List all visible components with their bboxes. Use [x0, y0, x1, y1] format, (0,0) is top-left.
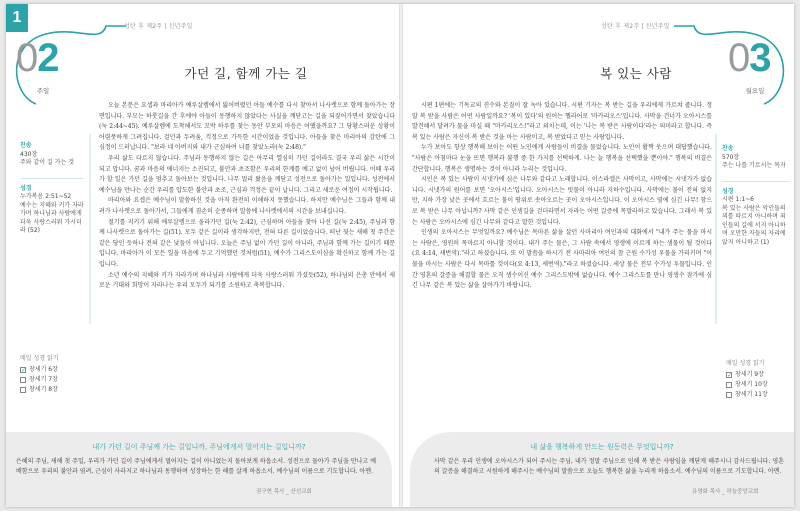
meditation-question: 내가 가던 길이 주님께 가는 길입니까, 주님에게서 멀어지는 길입니까? — [92, 443, 306, 451]
paragraph: 소년 예수의 지혜와 키가 자라가며 하나님과 사람에게 더욱 사랑스러워 가셨듯(52), 하나님의 은총 안에서 새로운 기대와 희망이 자라나는 우리 모두가 되기를 소원하고 축복합니다. — [99, 271, 395, 290]
meditation-box-right — [410, 432, 794, 507]
checklist-title: 매일 성경 읽기 — [20, 355, 59, 362]
day-badge-left — [12, 32, 82, 104]
checklist-item[interactable]: 창세기 7장 — [20, 375, 59, 385]
devotional-title-right: 복 있는 사람 — [600, 66, 672, 81]
scripture-value: 누가복음 2:51~52 예수는 지혜와 키가 자라가며 하나님과 사람에게 더욱 사랑스러워 가시더라 (52) — [20, 193, 84, 234]
checklist-title: 매일 성경 읽기 — [726, 360, 765, 367]
checklist-item[interactable]: 창세기 8장 — [20, 385, 59, 395]
day-name: 월요일 — [745, 87, 765, 95]
sidebar-left — [20, 139, 84, 236]
scripture-label: 성경 — [722, 187, 734, 195]
author-credit: 권구현 목사 _ 산선교회 — [256, 489, 312, 495]
running-head-right: 성탄 후 제2주 | 신년주일 — [601, 23, 670, 30]
checklist-item[interactable]: 창세기 11장 — [726, 390, 768, 400]
prayer-text: 은혜의 주님, 새해 첫 주일, 우리가 가던 길이 주님에게서 멀어지는 길이 아니었는지 돌아보게 하옵소서. 성전으로 돌아가 주님을 만나고 예배함으로 우리의 불안과 염려, 근심이 사라지고 하나님과 동행하며 성장하는 한 해를 살게 하옵소서. 예수님의 이름으로 기도합니다. 아멘. — [16, 458, 376, 475]
day-name: 주일 — [36, 87, 50, 95]
book-spread — [6, 4, 794, 507]
checklist-item[interactable]: ✓ 창세기 9장 — [727, 371, 764, 379]
checkbox-icon[interactable] — [726, 382, 732, 388]
running-head-left: 성탄 후 제2주 | 신년주일 — [124, 23, 193, 30]
meditation-question: 내 삶을 행복하게 만드는 원동력은 무엇입니까? — [530, 443, 674, 451]
paragraph: 인생의 오아시스는 무엇일까요? 예수님은 목마른 삶을 살던 사마리아 여인과의 대화에서 "내가 주는 물을 마시는 사람은, 영원히 목마르지 아니할 것이다. 내가 주는 물은, 그 사람 속에서 영생에 이르게 하는 샘물이 될 것이다(요 4:14, 새번역)."라고 하셨습니다. 또 이 말씀을 하시기 전 사마리아 여인의 참 근원 수가성 우물을 가리키며 "이 물을 마시는 사람은 다시 목마를 것이다(요 4:13, 새번역)."라고 하셨습니다. 세상 물은 전부 수가성 우물입니다. 인간 영혼의 갈증을 해결할 물은 오직 생수이신 예수 그리스도밖에 없습니다. 예수 그리스도를 만나 영생수 잠가에 심긴 나무 같은 복 있는 삶을 살아가기 바랍니다. — [412, 229, 712, 290]
checkbox-icon[interactable] — [20, 387, 26, 393]
devotional-body-right — [412, 101, 712, 292]
paragraph: 우리 삶도 다르지 않습니다. 주님과 동행하지 않는 길은 아무리 열심히 가던 길이라도 결국 우리 삶은 시간이 되고 맙니다. 꿈과 마음의 에너지는 소진되고, 불안과 초조함은 우리의 한계를 예고 없이 넘어 버립니다. 이때 우리가 할 일은 가던 길을 멈추고 돌아보는 것입니다. 나무 멀리 왔음을 깨닫고 성전으로 돌아가는 일입니다. 성전에서 예수님을 만나는 순간 우리를 압도한 불안과 초조, 근심과 걱정은 끝이 납니다. 그리고 새로운 여정이 시작됩니다. — [99, 154, 395, 194]
reading-checklist-right — [726, 359, 768, 400]
paragraph: 마리아와 요셉은 예수님이 말씀하신 것을 아직 완전히 이해하지 못했습니다. 하지만 예수님은 그들과 함께 내려가 나사렛으로 돌아가서, 그들에게 겸손히 순종하며 말씀에 나사렛에서의 시간을 보내십니다. — [99, 197, 395, 215]
page-number-tab: 1 — [6, 4, 28, 32]
day-number: 03 — [728, 36, 771, 80]
day-number: 02 — [16, 36, 59, 80]
checklist-item[interactable]: ✓ 창세기 6장 — [21, 366, 58, 374]
author-credit: 유영화 목사 _ 하늘중앙교회 — [692, 489, 759, 495]
devotional-body-left — [99, 101, 395, 292]
prayer-text: 사막 같은 우리 인생에 오아시스가 되어 주시는 주님, 내가 정말 주님으로 인해 복 받은 사람임을 깨닫게 해주시니 감사드립니다. 영혼의 갈증을 해결하고 시원하게 해주시는 예수님의 말씀으로 오늘도 행복한 삶을 누리게 하옵소서. 예수님의 이름으로 기도합니다. 아멘. — [434, 458, 784, 475]
paragraph: 시편 1편에는 기독교의 진수와 본질이 잘 녹아 있습니다. 시편 기자는 복 받는 길을 우리에게 가르쳐 줍니다. 정말 복 받을 사람은 어떤 사람일까요? '복이 있다'의 원어는 헬라어로 '마카리오스'입니다. 사막을 건너가 오아시스를 발견해서 달려가 물을 마실 때 "마카리오스!"라고 외치는데, 이는 '나는 복 받은 사람이다'라는 의미라고 합니다. 즉 복 있는 사람은 자신이 복 받은 것을 아는 사람이고, 복 받았다고 믿는 사람입니다. — [412, 102, 712, 141]
paragraph: 오늘 본문은 요셉과 마리아가 예루살렘에서 잃어버렸던 아들 예수를 다시 찾아서 나사렛으로 함께 돌아가는 장면입니다. 부모는 하룻길을 간 후에야 아들이 동행하지 않았다는 사실을 깨닫고는 길을 되짚어가면서 찾았습니다(눅 2:44~45). 예루살렘에 도착해서도 꼬박 하루를 찾는 동안 부모의 마음은 어땠을까요? 그 당황스러운 상황이 어렴풋하게 그려집니다. 걸던과 두려움, 걱정으로 가득한 시간이었을 것입니다. 아들을 찾은 마리아의 감탄에 그 심정이 드러납니다. "보라 네 아버지와 내가 근심하여 너를 찾았노라(눅 2:48)." — [99, 102, 395, 152]
checkbox-checked-icon[interactable]: ✓ — [21, 367, 27, 374]
scripture-label: 성경 — [20, 184, 32, 192]
paragraph: 시인은 복 있는 사람이 시냇가에 심은 나무와 같다고 노래합니다. 이스라엘은 사막이고, 사막에는 시냇가가 없습니다. 시냇가의 원어를 보면 '오아시스'입니다. 오아시스는 빗물이 아니라 지하수입니다. 사막에는 물이 전혀 없지만, 지하 가장 낮은 곳에서 흐르는 물이 땅위로 솟아오르는 곳이 오아시스입니다. 이 오아시스 옆에 심긴 나무! 참으로 복 받은 나무 아닙니까? 사막 같은 인생길을 걷더라면서 자라는 어떤 갈증에 목말라하고 있습니다. 그래서 복 있는 사람은 오아시스에 심긴 나무와 같다고 말한 것입니다. — [412, 176, 712, 226]
paragraph: 절기를 지키기 위해 예루살렘으로 올라가던 길(눅 2:42), 근심하며 아들을 찾아 나선 길(눅 2:45), 주님과 함께 나사렛으로 돌아가는 길(51). 모두 같은 길이라 생각하지만, 전혀 다른 길이었습니다. 떠난 뒷는 새해 첫 주간은 같은 당인 듯하나 전혀 같은 낯들이 아닙니다. 오늘은 주님 없이 가던 길이 아니라, 주님과 함께 가는 길이기 때문입니다. 마리아가 이 모든 일을 마음에 두고 기억했던 것처럼(51), 예수가 그리스도이심을 확신하고 함께 가는 길입니다. — [99, 218, 395, 268]
checkbox-icon[interactable] — [726, 392, 732, 398]
reading-checklist-left — [20, 354, 59, 395]
page-gutter — [399, 4, 403, 507]
devotional-title-left: 가던 길, 함께 가는 길 — [184, 66, 308, 81]
hymn-value: 430장 주와 같이 길 가는 것 — [20, 150, 74, 166]
paragraph: 누가 보아도 항상 행복해 보이는 어떤 노인에게 사람들이 비결을 물었습니다. 노인이 활짝 웃으며 대답했습니다. "사람은 아침마다 눈을 뜨면 행복과 불행 중 한 가지를 선택하게. 나는 늘 행복을 선택했을 뿐이야." 행복의 비결은 간단합니다. 행복은 생명하는 것이 아니라 누리는 것입니다. — [412, 144, 712, 173]
checkbox-icon[interactable] — [20, 377, 26, 383]
hymn-label: 찬송 — [722, 145, 734, 152]
hymn-label: 찬송 — [20, 142, 32, 149]
hymn-value: 570장 주는 나를 기르시는 목자 — [722, 153, 786, 169]
meditation-box-left — [6, 432, 392, 507]
scripture-value: 시편 1:1~6 복 있는 사람은 악인들의 꾀를 따르지 아니하며 죄인들의 길에 서지 아니하며 오만한 자들의 자리에 앉지 아니하고 (1) — [722, 196, 786, 246]
checklist-item[interactable]: 창세기 10장 — [726, 380, 768, 390]
checkbox-checked-icon[interactable]: ✓ — [727, 372, 733, 379]
sidebar-right — [722, 142, 790, 247]
